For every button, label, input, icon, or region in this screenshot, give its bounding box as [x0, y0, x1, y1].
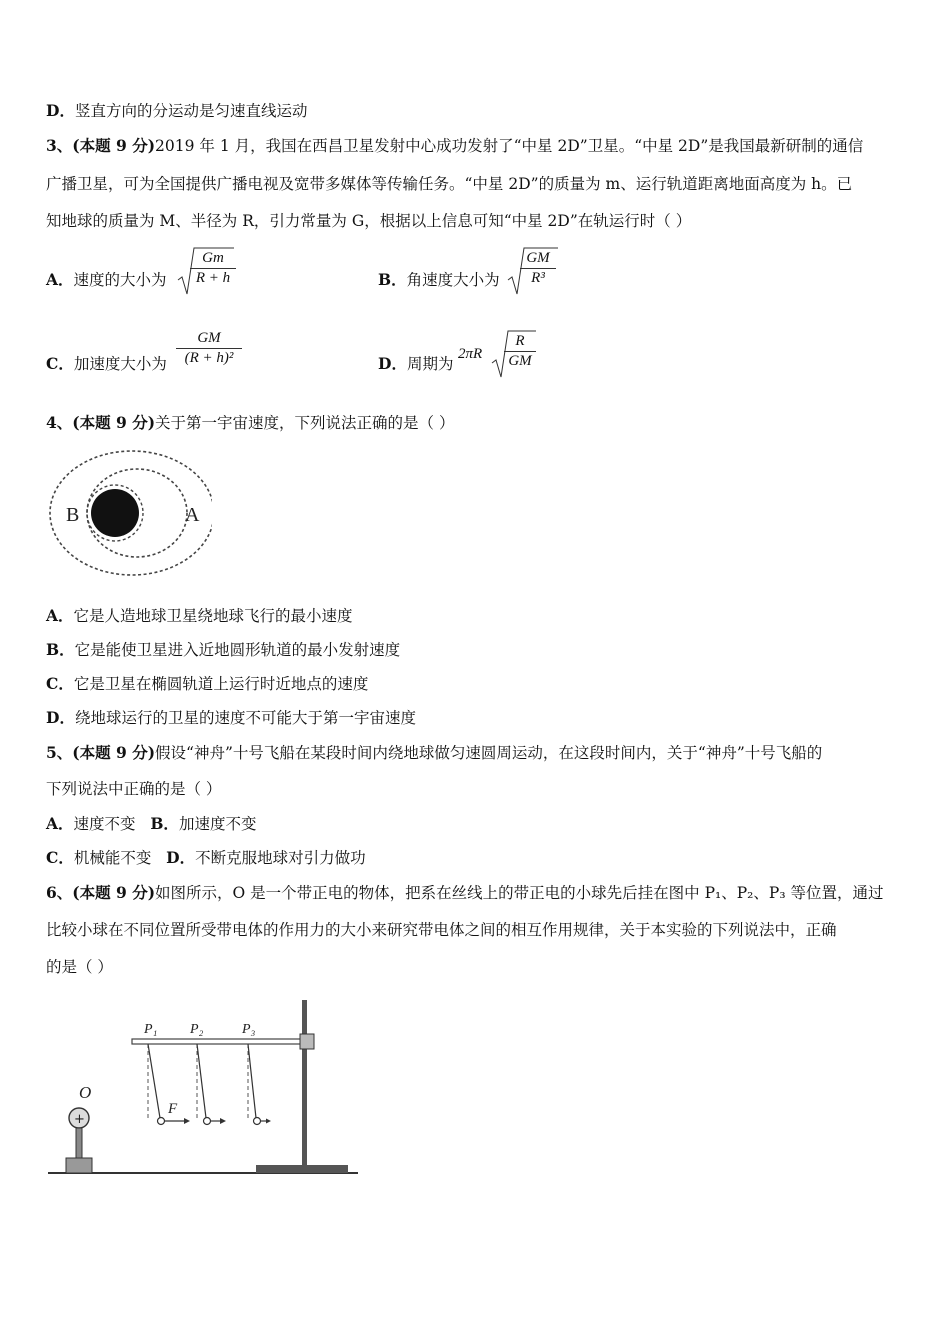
question-number: 5、 [46, 743, 73, 762]
option-letter: A． [46, 270, 74, 289]
q5-options-cd [46, 848, 366, 868]
option-letter: B． [150, 814, 179, 833]
option-letter: D． [46, 101, 75, 120]
plus-sign: + [74, 1112, 85, 1127]
thread-2 [197, 1044, 206, 1118]
crossbar [132, 1039, 307, 1044]
option-letter: B． [46, 640, 75, 659]
earth [91, 489, 139, 537]
option-text: 不断克服地球对引力做功 [195, 849, 366, 867]
label-b: B [66, 504, 80, 526]
q4-option-d [46, 708, 416, 728]
option-text: 加速度不变 [178, 815, 257, 833]
label-p1: P₁ [144, 1022, 158, 1037]
q5-line-2: 下列说法中正确的是（ ） [46, 780, 222, 798]
question-header: (本题 9 分) [72, 413, 156, 432]
q6-line-2: 比较小球在不同位置所受带电体的作用力的大小来研究带电体之间的相互作用规律，关于本实验的下列说法中，正确 [46, 921, 837, 939]
option-text: 它是能使卫星进入近地圆形轨道的最小发射速度 [74, 641, 401, 659]
sphere-base [66, 1158, 92, 1173]
option-text: 它是人造地球卫星绕地球飞行的最小速度 [73, 607, 353, 625]
denominator: GM [508, 353, 532, 369]
denominator: (R + h)² [184, 350, 234, 366]
q3-line-3: 知地球的质量为 M、半径为 R，引力常量为 G，根据以上信息可知“中星 2D”在轨运行时（ ） [46, 212, 692, 230]
question-text: 如图所示，O 是一个带正电的物体，把系在丝线上的带正电的小球先后挂在图中 P₁、P₂、P₃ 等位置，通过 [155, 884, 884, 902]
q3-option-a [46, 270, 167, 290]
numerator: GM [176, 330, 242, 349]
question-number: 4、 [46, 413, 73, 432]
q4-option-a [46, 606, 353, 626]
force-arrowhead-1 [184, 1118, 190, 1124]
q4-option-c [46, 674, 368, 694]
question-header: (本题 9 分) [72, 136, 156, 155]
option-letter: A． [46, 814, 74, 833]
option-letter: C． [46, 674, 74, 693]
q3-option-b [378, 270, 500, 290]
q3-option-c [46, 354, 167, 374]
numerator: GM [520, 250, 556, 269]
numerator: Gm [190, 250, 236, 269]
option-text: 加速度大小为 [73, 355, 167, 373]
label-force: F [168, 1101, 178, 1117]
option-text: 速度的大小为 [73, 271, 167, 289]
force-arrowhead-3 [266, 1119, 271, 1124]
orbit-figure [42, 446, 212, 586]
ball-2 [204, 1118, 211, 1125]
question-text: 2019 年 1 月，我国在西昌卫星发射中心成功发射了“中星 2D”卫星。“中星 2D”是我国最新研制的通信 [155, 137, 864, 155]
question-header: (本题 9 分) [72, 883, 156, 902]
q6-line-1 [46, 883, 883, 903]
thread-3 [248, 1044, 256, 1118]
stand-pole [302, 1000, 307, 1166]
denominator: R³ [531, 270, 545, 286]
q3-d-fraction [504, 333, 536, 370]
q3-b-fraction [520, 250, 556, 287]
clamp [300, 1034, 314, 1049]
q3-a-fraction [190, 250, 236, 287]
stand-base [256, 1165, 348, 1173]
option-letter: C． [46, 354, 74, 373]
question-number: 3、 [46, 136, 73, 155]
force-arrowhead-2 [220, 1118, 226, 1124]
option-text: 绕地球运行的卫星的速度不可能大于第一宇宙速度 [74, 709, 416, 727]
q3-c-fraction [176, 330, 242, 367]
label-object-o: O [79, 1083, 92, 1102]
apparatus-figure [44, 996, 364, 1186]
question-text: 假设“神舟”十号飞船在某段时间内绕地球做匀速圆周运动，在这段时间内，关于“神舟”十号飞船的 [155, 744, 823, 762]
option-text: 角速度大小为 [406, 271, 500, 289]
option-text: 机械能不变 [73, 849, 152, 867]
denominator: R + h [195, 270, 231, 286]
q4-option-b [46, 640, 400, 660]
option-text: 竖直方向的分运动是匀速直线运动 [74, 102, 308, 120]
label-p2: P₂ [190, 1022, 204, 1037]
option-letter: A． [46, 606, 74, 625]
option-letter: D． [46, 708, 75, 727]
question-text: 关于第一宇宙速度，下列说法正确的是（ ） [155, 414, 455, 432]
q3-line-1 [46, 136, 863, 156]
label-p3: P₃ [242, 1022, 256, 1037]
numerator: R [504, 333, 536, 352]
label-a: A [185, 504, 200, 526]
option-text: 它是卫星在椭圆轨道上运行时近地点的速度 [73, 675, 369, 693]
option-letter: C． [46, 848, 74, 867]
option-letter: D． [166, 848, 196, 867]
q5-line-1 [46, 743, 822, 763]
q2-option-d [46, 101, 307, 121]
q5-options-ab [46, 814, 256, 834]
option-text: 速度不变 [73, 815, 136, 833]
thread-1 [148, 1044, 160, 1118]
option-text: 周期为 [406, 355, 454, 373]
q3-d-prefix: 2πR [458, 346, 483, 362]
question-number: 6、 [46, 883, 73, 902]
q3-option-d [378, 354, 453, 374]
q3-line-2: 广播卫星，可为全国提供广播电视及宽带多媒体等传输任务。“中星 2D”的质量为 m、运行轨道距离地面高度为 h。已 [46, 175, 853, 193]
option-letter: B． [378, 270, 407, 289]
ball-3 [254, 1118, 261, 1125]
option-letter: D． [378, 354, 407, 373]
q4-stem [46, 413, 454, 433]
ball-1 [158, 1118, 165, 1125]
question-header: (本题 9 分) [72, 743, 156, 762]
sphere-stem [76, 1128, 82, 1158]
q6-line-3: 的是（ ） [46, 958, 113, 976]
